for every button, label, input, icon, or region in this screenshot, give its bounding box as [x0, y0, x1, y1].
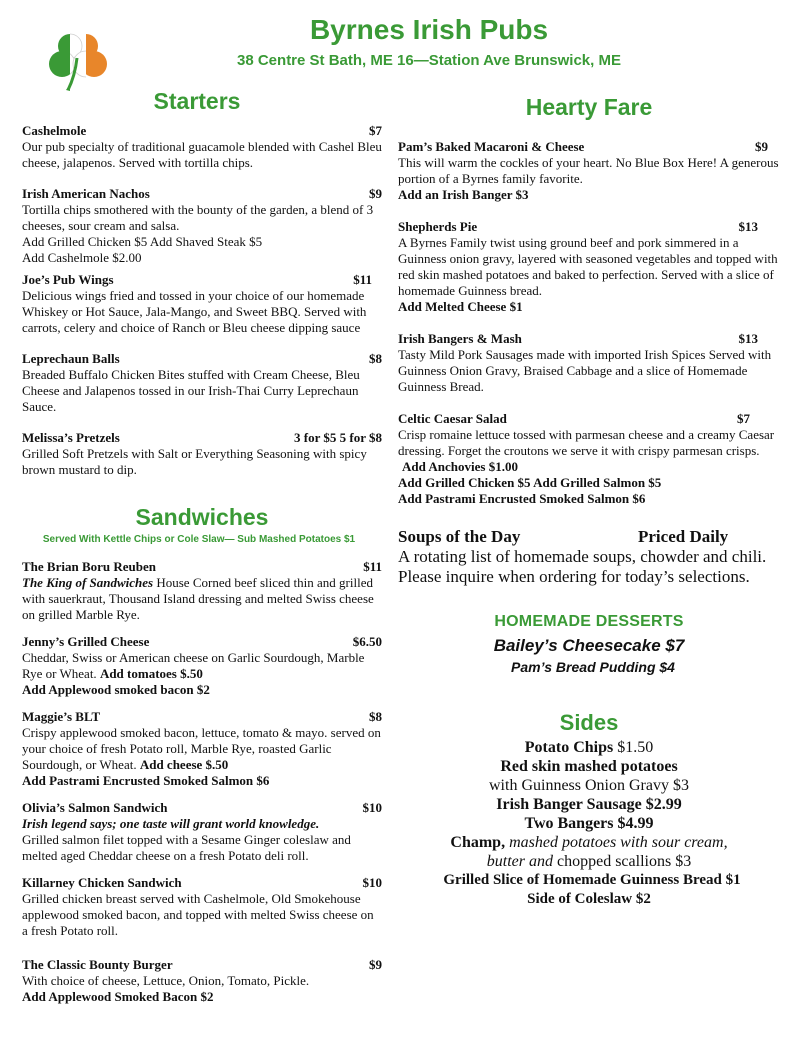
side-item: Champ, [450, 834, 506, 851]
item-description: Crisp romaine lettuce tossed with parmesan cheese and a creamy Caesar dressing. Forget the croutons we serve it with crispy parmesan crisps. [398, 427, 775, 458]
item-description: Grilled Soft Pretzels with Salt or Everything Seasoning with spicy brown mustard to dip. [22, 446, 367, 477]
item-name: Joe’s Pub Wings [22, 272, 114, 287]
soups-price: Priced Daily [638, 527, 729, 546]
menu-item [398, 331, 780, 395]
item-name: Cashelmole [22, 123, 87, 138]
side-item-detail: mashed potatoes with sour cream, [505, 834, 728, 851]
side-item: Red skin mashed potatoes [500, 758, 678, 775]
item-name: Melissa’s Pretzels [22, 430, 120, 445]
item-addon: Add Applewood Smoked Bacon $2 [22, 989, 214, 1004]
menu-item [22, 351, 382, 415]
dessert-item: Pam’s Bread Pudding $4 [511, 659, 675, 675]
item-name: Shepherds Pie [398, 219, 478, 234]
item-price: $7 [369, 123, 382, 138]
menu-item [398, 411, 780, 507]
hearty-fare-section [398, 139, 780, 507]
item-description: Breaded Buffalo Chicken Bites stuffed with Cream Cheese, Bleu Cheese and Jalapenos tossed in our Irish-Thai Curry Leprechaun Sauce. [22, 367, 360, 414]
item-addon: Add Pastrami Encrusted Smoked Salmon $6 [398, 491, 646, 506]
menu-item [22, 957, 382, 1005]
menu-item [22, 875, 382, 939]
item-extra: Add Cashelmole $2.00 [22, 250, 142, 265]
desserts-heading: HOMEMADE DESSERTS [494, 613, 684, 630]
item-description: Tasty Mild Pork Sausages made with imported Irish Spices Served with Guinness Onion Gravy, Braised Cabbage and a slice of Homemade Guinness Bread. [398, 347, 772, 394]
menu-item [22, 709, 382, 789]
item-description: Our pub specialty of traditional guacamole blended with Cashel Bleu cheese, jalapenos. Served with tortilla chips. [22, 139, 382, 170]
menu-item [22, 634, 382, 698]
menu-item [22, 123, 382, 171]
starters-heading: Starters [153, 88, 241, 114]
soups-name: Soups of the Day [398, 527, 521, 546]
item-price: $10 [362, 800, 382, 815]
item-name: Irish Bangers & Mash [398, 331, 522, 346]
side-item: Potato Chips [524, 739, 614, 756]
soups-description: A rotating list of homemade soups, chowder and chili. Please inquire when ordering for today’s selections. [398, 547, 767, 586]
item-price: 3 for $5 5 for $8 [294, 430, 382, 445]
item-description: Grilled chicken breast served with Cashelmole, Old Smokehouse applewood smoked bacon, and topped with melted Swiss cheese on a fresh Potato roll. [22, 891, 374, 938]
side-item: Irish Banger Sausage $2.99 [496, 796, 682, 813]
item-price: $8 [369, 709, 382, 724]
pub-addresses: 38 Centre St Bath, ME 16—Station Ave Brunswick, ME [237, 52, 621, 69]
item-addon: Add Applewood smoked bacon $2 [22, 682, 210, 697]
menu-item [22, 800, 382, 864]
item-description: This will warm the cockles of your heart. No Blue Box Here! A generous portion of a Byrnes family favorite. [398, 155, 779, 186]
sandwiches-section [22, 559, 382, 1005]
side-item: Side of Coleslaw $2 [527, 891, 651, 907]
item-name: Irish American Nachos [22, 186, 150, 201]
menu-item [22, 559, 382, 623]
item-price: $11 [363, 559, 382, 574]
item-price: $13 [738, 219, 758, 234]
item-tagline: The King of Sandwiches [22, 575, 154, 590]
item-addon: Add Melted Cheese $1 [398, 299, 523, 314]
soups-section [398, 527, 780, 587]
dessert-item: Bailey’s Cheesecake $7 [493, 636, 685, 655]
item-name: Celtic Caesar Salad [398, 411, 507, 426]
side-item-detail: with Guinness Onion Gravy $3 [489, 777, 689, 794]
item-addon: Add tomatoes $.50 [99, 666, 203, 681]
item-extra: Add Grilled Chicken $5 Add Shaved Steak $5 [22, 234, 263, 249]
menu-item [398, 219, 780, 315]
menu-item [22, 272, 382, 336]
item-addon: Add cheese $.50 [139, 757, 229, 772]
item-description: Crispy applewood smoked bacon, lettuce, tomato & mayo. served on your choice of fresh Potato roll, Marble Rye, roasted Garlic Sourdough, or Wheat. [22, 725, 381, 772]
sandwiches-heading: Sandwiches [135, 504, 269, 530]
menu-item [22, 430, 382, 478]
item-description: With choice of cheese, Lettuce, Onion, Tomato, Pickle. [22, 973, 310, 988]
item-description: Delicious wings fried and tossed in your choice of our homemade Whiskey or Hot Sauce, Jala-Mango, and Sweet BBQ. Served with carrots, celery and choice of Ranch or Bleu cheese dipping sauce [22, 288, 367, 335]
side-item-detail: butter and [486, 853, 553, 870]
starters-section [22, 123, 382, 478]
pub-name: Byrnes Irish Pubs [309, 14, 549, 45]
item-description: Grilled salmon filet topped with a Sesame Ginger coleslaw and melted aged Cheddar cheese on a fresh Potato deli roll. [22, 832, 351, 863]
item-description: Tortilla chips smothered with the bounty of the garden, a blend of 3 cheeses, sour cream and salsa. [22, 202, 374, 233]
item-addon: Add Anchovies $1.00 [402, 459, 518, 474]
sandwiches-subtitle: Served With Kettle Chips or Cole Slaw— Sub Mashed Potatoes $1 [42, 534, 356, 545]
item-price: $13 [738, 331, 758, 346]
menu-item [22, 186, 382, 266]
item-addon: Add an Irish Banger $3 [398, 187, 529, 202]
item-name: The Brian Boru Reuben [22, 559, 156, 574]
item-price: $6.50 [352, 634, 382, 649]
item-addon: Add Pastrami Encrusted Smoked Salmon $6 [22, 773, 270, 788]
hearty-fare-heading: Hearty Fare [525, 94, 653, 120]
item-name: Leprechaun Balls [22, 351, 120, 366]
item-price: $11 [353, 272, 372, 287]
item-price: $10 [362, 875, 382, 890]
item-tagline: Irish legend says; one taste will grant world knowledge. [22, 816, 320, 831]
side-item: Grilled Slice of Homemade Guinness Bread $1 [443, 872, 741, 888]
item-name: Jenny’s Grilled Cheese [22, 634, 150, 649]
item-price: $7 [737, 411, 750, 426]
item-price: $8 [369, 351, 382, 366]
item-description: A Byrnes Family twist using ground beef and pork simmered in a Guinness onion gravy, layered with seasoned vegetables and topped with red skin mashed potatoes and baked to perfection. Served with a slice of homemade Guinness bread. [398, 235, 778, 298]
item-description: House Corned beef sliced thin and grilled with sauerkraut, Thousand Island dressing and melted Swiss cheese on grilled Marble Rye. [22, 575, 374, 622]
sides-heading: Sides [559, 710, 619, 735]
item-price: $9 [755, 139, 768, 154]
item-price: $9 [369, 186, 382, 201]
item-description: Cheddar, Swiss or American cheese on Garlic Sourdough, Marble Rye or Wheat. [22, 650, 365, 681]
item-name: Maggie’s BLT [22, 709, 101, 724]
side-price: $1.50 [613, 739, 654, 756]
desserts-section [398, 613, 780, 675]
left-column [22, 88, 382, 1005]
item-addon: Add Grilled Chicken $5 Add Grilled Salmon $5 [398, 475, 662, 490]
item-name: Killarney Chicken Sandwich [22, 875, 182, 890]
item-name: Pam’s Baked Macaroni & Cheese [398, 139, 585, 154]
item-name: Olivia’s Salmon Sandwich [22, 800, 168, 815]
menu-item [398, 139, 780, 203]
sides-section [398, 710, 780, 909]
right-column [398, 94, 780, 909]
item-price: $9 [369, 957, 382, 972]
side-item: Two Bangers $4.99 [524, 815, 654, 832]
item-name: The Classic Bounty Burger [22, 957, 173, 972]
side-item-detail: chopped scallions $3 [553, 853, 692, 870]
